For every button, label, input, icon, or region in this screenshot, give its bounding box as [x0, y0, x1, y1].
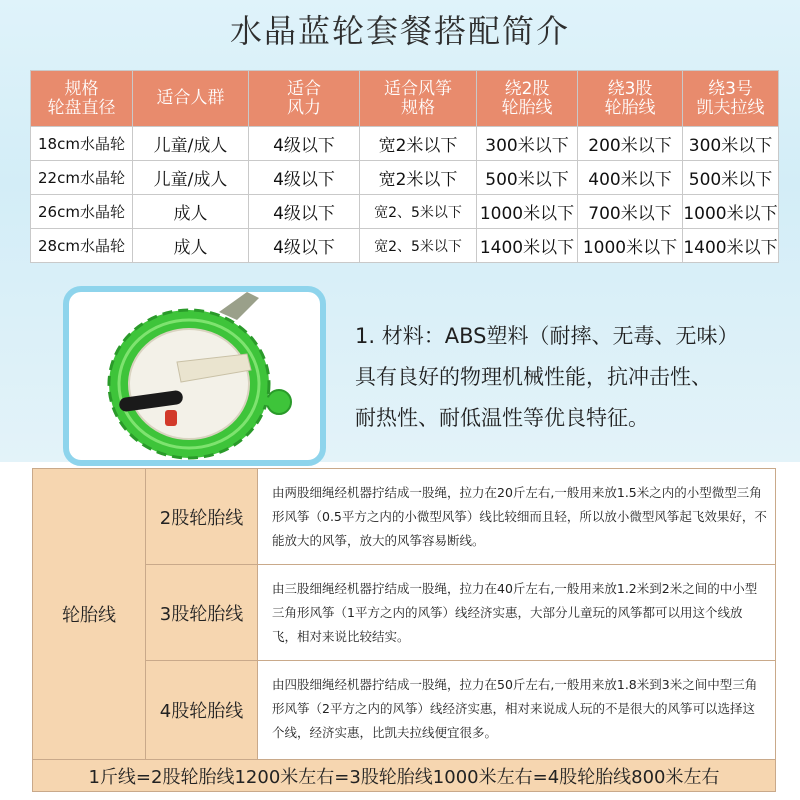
kite-reel-image: [69, 292, 320, 460]
table-cell: 成人: [133, 195, 249, 229]
table-cell: 儿童/成人: [133, 127, 249, 161]
table-cell: 1400米以下: [477, 229, 578, 263]
table-cell: 宽2、5米以下: [360, 229, 477, 263]
line-type-row: [146, 565, 775, 661]
line-type-label: 3股轮胎线: [146, 565, 258, 660]
line-category-cell: 轮胎线: [33, 469, 146, 759]
table-row: [31, 229, 779, 263]
table-row: [31, 195, 779, 229]
line-type-table: [32, 468, 776, 792]
table-cell: 宽2、5米以下: [360, 195, 477, 229]
material-line: 1. 材料：ABS塑料（耐摔、无毒、无味）: [355, 324, 739, 348]
header-kevlar: 绕3号 凯夫拉线: [683, 71, 779, 127]
line-type-row: [146, 661, 775, 759]
table-cell: 1000米以下: [578, 229, 683, 263]
spec-table: [30, 70, 779, 263]
spec-table-header-row: [31, 71, 779, 127]
table-cell: 4级以下: [249, 195, 360, 229]
table-cell: 22cm水晶轮: [31, 161, 133, 195]
table-cell: 1000米以下: [683, 195, 779, 229]
table-cell: 500米以下: [683, 161, 779, 195]
red-stopper: [165, 410, 177, 426]
line-type-label: 2股轮胎线: [146, 469, 258, 564]
table-cell: 宽2米以下: [360, 161, 477, 195]
material-line: 耐热性、耐低温性等优良特征。: [355, 406, 649, 430]
table-cell: 成人: [133, 229, 249, 263]
table-cell: 4级以下: [249, 161, 360, 195]
header-diameter: 规格 轮盘直径: [31, 71, 133, 127]
header-3ply: 绕3股 轮胎线: [578, 71, 683, 127]
table-cell: 200米以下: [578, 127, 683, 161]
table-cell: 4级以下: [249, 127, 360, 161]
line-type-desc: 由三股细绳经机器拧结成一股绳，拉力在40斤左右,一般用来放1.2米到2米之间的中小型三角形风筝（1平方之内的风筝）线经济实惠，大部分儿童玩的风筝都可以用这个线放飞，相对来说比较结实。: [258, 565, 775, 660]
header-audience: 适合人群: [133, 71, 249, 127]
table-cell: 26cm水晶轮: [31, 195, 133, 229]
table-cell: 400米以下: [578, 161, 683, 195]
table-row: [31, 127, 779, 161]
table-cell: 1400米以下: [683, 229, 779, 263]
material-description: [355, 316, 785, 439]
table-cell: 18cm水晶轮: [31, 127, 133, 161]
line-type-desc: 由两股细绳经机器拧结成一股绳，拉力在20斤左右,一般用来放1.5米之内的小型微型三角形风筝（0.5平方之内的小微型风筝）线比较细而且轻，所以放小微型风筝起飞效果好，不能放大的风筝，放大的风筝容易断线。: [258, 469, 775, 564]
line-guide-arm: [219, 292, 259, 320]
page-title: 水晶蓝轮套餐搭配简介: [229, 12, 570, 50]
table-cell: 300米以下: [477, 127, 578, 161]
header-wind: 适合 风力: [249, 71, 360, 127]
line-type-label: 4股轮胎线: [146, 661, 258, 759]
table-cell: 500米以下: [477, 161, 578, 195]
table-row: [31, 161, 779, 195]
table-cell: 28cm水晶轮: [31, 229, 133, 263]
line-type-desc: 由四股细绳经机器拧结成一股绳，拉力在50斤左右,一般用来放1.8米到3米之间中型三角形风筝（2平方之内的风筝）线经济实惠，相对来说成人玩的不是很大的风筝可以选择这个线，经济实惠，比凯夫拉线便宜很多。: [258, 661, 775, 759]
table-cell: 宽2米以下: [360, 127, 477, 161]
line-type-row: [146, 469, 775, 565]
table-cell: 1000米以下: [477, 195, 578, 229]
table-cell: 700米以下: [578, 195, 683, 229]
table-cell: 4级以下: [249, 229, 360, 263]
table-cell: 儿童/成人: [133, 161, 249, 195]
line-conversion-footer: 1斤线=2股轮胎线1200米左右=3股轮胎线1000米左右=4股轮胎线800米左右: [33, 759, 775, 791]
header-kite-size: 适合风筝 规格: [360, 71, 477, 127]
product-photo-card: [63, 286, 326, 466]
header-2ply: 绕2股 轮胎线: [477, 71, 578, 127]
table-cell: 300米以下: [683, 127, 779, 161]
material-line: 具有良好的物理机械性能，抗冲击性、: [355, 365, 712, 389]
